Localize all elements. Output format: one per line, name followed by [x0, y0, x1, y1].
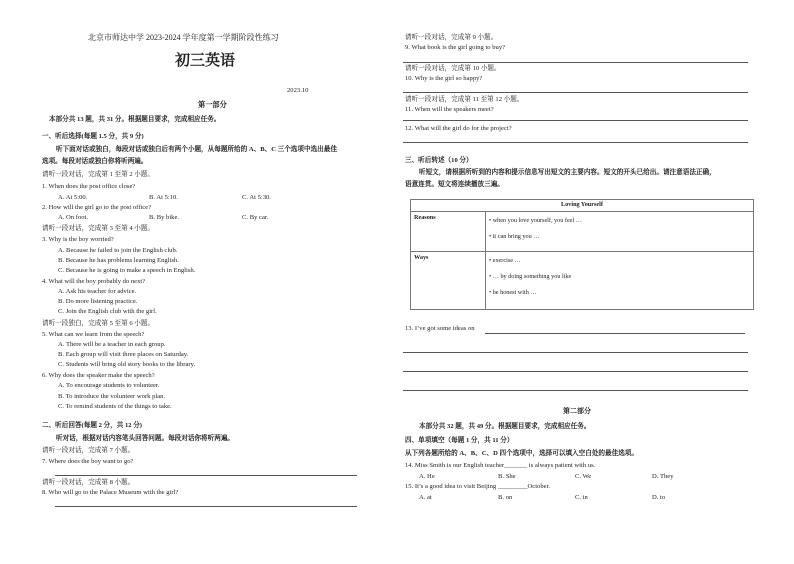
listen-prompt-1-2: 请听一段对话，完成第 1 至第 2 小题。 [42, 171, 155, 178]
q2-option-b[interactable]: B. By bike. [149, 214, 180, 221]
q12-answer-line[interactable] [403, 142, 748, 143]
q5-option-a[interactable]: A. There will be a teacher in each group. [58, 341, 166, 348]
q13-answer-line-1[interactable] [403, 352, 748, 353]
listen-prompt-8: 请听一段对话，完成第 8 小题。 [42, 479, 135, 486]
reasons-hint-1: • when you love yourself, you feel … [489, 217, 582, 224]
q14-option-b[interactable]: B. She [498, 473, 516, 480]
q3-option-b[interactable]: B. Because he has problems learning English. [58, 257, 179, 264]
q5-option-b[interactable]: B. Each group will visit three places on Saturday. [58, 351, 189, 358]
section3-instruction-2: 语意连贯。短文将连续播放三遍。 [405, 181, 504, 188]
section1-title: 一、听后选择(每题 1.5 分，共 9 分) [42, 133, 144, 140]
question-8: 8. Who will go to the Palace Museum with the girl? [42, 489, 179, 496]
exam-date: 2023.10 [287, 87, 309, 94]
q4-option-b[interactable]: B. Do more listening practice. [58, 298, 138, 305]
reasons-label: Reasons [411, 212, 486, 252]
school-title: 北京市师达中学 2023-2024 学年度第一学期阶段性练习 [88, 33, 279, 42]
section4-instruction: 从下列各题所给的 A、B、C、D 四个选项中，选择可以填入空白处的最佳选项。 [405, 450, 638, 457]
section1-instruction-1: 听下面对话或独白，每段对话或独白后有两个小题，从每题所给的 A、B、C 三个选项中选出最佳 [56, 146, 337, 153]
right-column [403, 0, 753, 564]
question-1: 1. When does the post office close? [42, 183, 136, 190]
question-9: 9. What book is the girl going to buy? [405, 44, 506, 51]
reasons-hint-2: • it can bring you … [489, 233, 540, 240]
part1-intro: 本部分共 13 题，共 31 分。根据题目要求，完成相应任务。 [49, 116, 221, 123]
q14-option-c[interactable]: C. We [575, 473, 592, 480]
q13-answer-line-2[interactable] [403, 371, 748, 372]
q8-answer-line[interactable] [55, 506, 357, 507]
section1-instruction-2: 选项。每段对话或独白你将听两遍。 [42, 158, 148, 165]
left-column [40, 0, 360, 564]
section3-instruction-1: 听短文，请根据所听到的内容和提示信息写出短文的主要内容。短文的开头已给出。请注意语法正确， [419, 169, 716, 176]
question-11: 11. When will the speakers meet? [405, 106, 494, 113]
part2-title: 第二部分 [563, 407, 591, 415]
listen-prompt-11-12: 请听一段对话，完成第 11 至第 12 小题。 [405, 96, 524, 103]
listen-prompt-5-6: 请听一段独白，完成第 5 至第 6 小题。 [42, 320, 155, 327]
q3-option-c[interactable]: C. Because he is going to make a speech in English. [58, 267, 196, 274]
question-3: 3. Why is the boy worried? [42, 236, 114, 243]
listen-prompt-10: 请听一段对话，完成第 10 小题。 [405, 65, 501, 72]
q2-option-a[interactable]: A. On foot. [58, 214, 89, 221]
question-14: 14. Miss Smith is our English teacher_______ is always patient with us. [405, 462, 596, 469]
q10-answer-line[interactable] [403, 92, 748, 93]
q6-option-c[interactable]: C. To remind students of the things to take. [58, 403, 172, 410]
ways-label: Ways [411, 252, 486, 310]
q6-option-a[interactable]: A. To encourage students to volunteer. [58, 382, 160, 389]
q1-option-b[interactable]: B. At 5:10. [149, 194, 178, 201]
q14-option-d[interactable]: D. They [652, 473, 674, 480]
q4-option-c[interactable]: C. Join the English club with the girl. [58, 308, 157, 315]
q11-answer-line[interactable] [403, 120, 748, 121]
question-6: 6. Why does the speaker make the speech? [42, 372, 155, 379]
section2-title: 二、听后回答(每题 2 分，共 12 分) [42, 422, 143, 429]
q13-answer-line-0[interactable] [485, 333, 745, 334]
question-7: 7. Where does the boy want to go? [42, 458, 134, 465]
question-15: 15. It’s a good idea to visit Beijing _________October. [405, 483, 551, 490]
listen-prompt-9: 请听一段对话，完成第 9 小题。 [405, 34, 498, 41]
q2-option-c[interactable]: C. By car. [242, 214, 269, 221]
q14-option-a[interactable]: A. He [419, 473, 435, 480]
part2-intro: 本部分共 32 题，共 49 分。根据题目要求，完成相应任务。 [419, 423, 591, 430]
q13-answer-line-3[interactable] [403, 390, 748, 391]
section2-instruction: 听对话，根据对话内容笔头回答问题。每段对话你将听两遍。 [56, 435, 235, 442]
section4-title: 四、单项填空（每题 1 分，共 11 分） [405, 437, 514, 444]
question-12: 12. What will the girl do for the project? [405, 125, 512, 132]
q4-option-a[interactable]: A. Ask his teacher for advice. [58, 288, 137, 295]
part1-title: 第一部分 [198, 101, 227, 109]
question-5: 5. What can we learn from the speech? [42, 331, 145, 338]
q15-option-c[interactable]: C. in [575, 494, 588, 501]
q15-option-b[interactable]: B. on [498, 494, 513, 501]
table-title: Loving Yourself [411, 200, 754, 212]
q3-option-a[interactable]: A. Because he failed to join the English club. [58, 247, 178, 254]
q1-option-c[interactable]: C. At 5:30. [242, 194, 271, 201]
question-4: 4. What will the boy probably do next? [42, 278, 146, 285]
listen-prompt-3-4: 请听一段对话，完成第 3 至第 4 小题。 [42, 225, 155, 232]
ways-hint-3: • be honest with … [489, 289, 537, 296]
q5-option-c[interactable]: C. Students will bring old story books to the library. [58, 361, 196, 368]
q7-answer-line[interactable] [55, 475, 357, 476]
section3-title: 三、听后转述（10 分） [405, 157, 473, 164]
q15-option-d[interactable]: D. to [652, 494, 666, 501]
ways-hint-2: • … by doing something you like [489, 273, 572, 280]
reasons-cell [486, 212, 754, 252]
subject-title: 初三英语 [175, 53, 236, 69]
q1-option-a[interactable]: A. At 5:00. [58, 194, 88, 201]
question-2: 2. How will the girl go to the post office? [42, 204, 152, 211]
question-10: 10. Why is the girl so happy? [405, 75, 483, 82]
q6-option-b[interactable]: B. To introduce the volunteer work plan. [58, 393, 166, 400]
listen-prompt-7: 请听一段对话，完成第 7 小题。 [42, 447, 135, 454]
question-13: 13. I’ve got some ideas on [405, 325, 475, 332]
ways-hint-1: • exercise … [489, 257, 521, 264]
q15-option-a[interactable]: A. at [419, 494, 432, 501]
retell-hint-table [410, 199, 754, 310]
q9-answer-line[interactable] [403, 62, 748, 63]
ways-cell [486, 252, 754, 310]
